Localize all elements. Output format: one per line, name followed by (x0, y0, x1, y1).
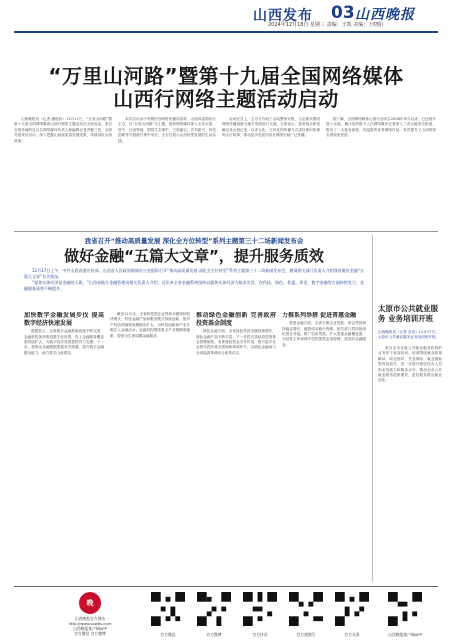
story1-paragraph: 本次活动由中央网信办网络传播局指导，山西省委网信办主办，以“万里山河路”为主题，组织网络媒体深入走访太原、晋中、长治等地，围绕生态保护、文旅融合、乡村振兴、科技创新等方面展开集中采访，全方位展示山西转型发展的生动实践。 (118, 117, 216, 143)
story2-lead (24, 268, 364, 292)
sidebar-paragraph: 来自全市各级公共就业服务机构的业务骨干参加培训。培训围绕就业政策解读、职业指导、失业保险、就业援助等内容展开，进一步提升基层经办人员的业务能力和服务水平，推动全市公共就业服务提质增效，更好服务群众就业创业。 (378, 346, 442, 383)
footer (0, 586, 450, 640)
story2-subhead-inclusive: 力推系列举措 促进普惠金融 (282, 312, 357, 319)
qr-label: 官方头条 (344, 632, 360, 637)
story2-lead-line1: 12月17日上午，中共山西省委宣传部、山西省人民政府新闻办公室组织召开“推动高质量发展 深化全方位转型”系列主题第三十二场新闻发布会，邀请相关部门负责人介绍我省做好金融“五篇大文章”有关情况。 (24, 268, 364, 279)
qr-code-icon (197, 592, 231, 626)
story2-subhead-digital: 加快数字金融发展步伐 提高数字经济快速发展 (24, 312, 104, 327)
story1-column-3 (222, 117, 320, 227)
story2-lead-line2: “服务实体经济是金融的天职。”山西省地方金融管理局相关负责人介绍，近年来全省金融系统坚持以服务实体经济为根本宗旨，在科技、绿色、普惠、养老、数字金融等方面持续发力，金融服务质效不断提升。 (24, 280, 364, 291)
story2-paragraph: 绿色金融方面，全省绿色贷款余额持续增长，绿色金融产品不断丰富。下一步将完善政府投资基金管理制度，发挥财政资金引导作用，吸引更多社会资本投向重点领域和薄弱环节，以绿色金融助力全省能源革命综合改革试点。 (196, 329, 276, 355)
story1-column-1 (14, 117, 112, 227)
newspaper-logo: 山西晚报 (355, 7, 415, 23)
qr-label: 官方视频号 (296, 632, 316, 637)
footer-url[interactable]: http://www.sxwbs.com (68, 621, 112, 626)
section-name: 山西发布 (253, 8, 313, 24)
qr-code-icon (243, 592, 277, 626)
qr-code-icon (289, 592, 323, 626)
masthead (0, 0, 450, 30)
footer-rule (14, 586, 438, 587)
qr-code-icon (335, 592, 369, 626)
footer-line: 官方微信 官方微博 (74, 631, 106, 636)
section-divider (14, 231, 438, 232)
qr-label: 官方微信 (160, 632, 176, 637)
sidebar-byline: 山西晚报讯（记者 武晋）12月17日，太原市公共就业服务业务培训班开班。 (378, 330, 440, 339)
story2-column-4 (282, 312, 366, 580)
story2-kicker: 我省召开“推动高质量发展 深化全方位转型”系列主题第三十二场新闻发布会 (84, 237, 304, 245)
story2-headline: 做好金融“五篇大文章”，提升服务质效 (64, 247, 324, 265)
qr-code-icon (151, 592, 185, 626)
sidebar-body (378, 346, 442, 580)
footer-line: 山西晚报客户端APP (73, 626, 107, 631)
story1-paragraph: 启动仪式上，主办方介绍了活动整体安排，与会嘉宾围绕网络传播创新与地方发展进行交流。大家表示，将用镜头和笔触记录山西巨变，以多元化、立体化的传播方式讲好黄河故事和太行故事，推动更多优质内容在网络空间广泛传播。 (222, 117, 320, 138)
story2-column-1 (24, 312, 104, 580)
footer-info (50, 592, 130, 636)
sidebar-headline: 太原市公共就业服务 业务培训开班 (378, 304, 438, 323)
page-number: 03 (331, 3, 355, 23)
story2-paragraph: 普惠金融方面，全省小微企业贷款、涉农贷款保持稳定增长，融资成本稳中有降。相关部门将持续深化银企对接，推广信用贷款，扩大普惠金融覆盖面，为经营主体和城乡居民提供更加便捷、高效的金融服务。 (282, 321, 366, 347)
column-rule (372, 235, 373, 582)
issue-meta: 2024年12月18日 星期三 责编：王凯 美编：王晓阳 (268, 22, 384, 28)
qr-code-item[interactable] (150, 592, 186, 638)
qr-label: 山西晚报客户端APP (388, 632, 422, 637)
footer-line: 山西晚报官方网站 (74, 616, 106, 621)
story1-paragraph: 据了解，全国网络媒体山西行活动自2006年举办以来，已连续开展十余届，累计组织数千人次网络媒体记者深入三晋大地采访报道，推出了一大批有深度、有温度的优秀网络作品，有效提升了山西的知名度和美誉度。 (326, 117, 436, 138)
qr-code-icon (388, 592, 422, 626)
qr-code-item[interactable] (288, 592, 324, 638)
story1-headline (14, 65, 438, 111)
story2-column-3 (196, 312, 276, 580)
qr-label: 官方抖音 (252, 632, 268, 637)
qr-code-item[interactable] (242, 592, 278, 638)
story1-column-2 (118, 117, 216, 227)
story2-paragraph: 数据显示，全省数字金融基础设施不断完善，金融机构加快推进数字化转型，线上金融服务覆盖面持续扩大，为数字经济发展提供有力支撑。下一步，将推动金融数据要素有序流通，提升数字金融服务能力，助力数字山西建设。 (24, 329, 104, 355)
story1-headline-line2: 山西行网络主题活动启动 (113, 87, 339, 111)
story1-paragraph: 山西晚报讯（记者 潘艳彩）12月17日，“万里山河路”暨第十九届全国网络媒体山西行网络主题活动在太原启动。来自全国各地的近百名网络媒体负责人和编辑记者齐聚三晋，全面开展采访活动，深入挖掘山西高质量发展成果，持续讲好山西故事。 (14, 117, 112, 143)
newspaper-emblem-icon: 晚 (79, 592, 101, 614)
qr-code-item[interactable] (334, 592, 370, 638)
qr-label: 官方微博 (206, 632, 222, 637)
qr-code-item[interactable] (196, 592, 232, 638)
masthead-rule (14, 31, 438, 33)
story2-paragraph: 截至11月末，全省科技型企业贷款余额保持较快增长，科技金融产品和服务模式持续创新，知识产权质押融资规模稳步扩大，为科技创新和产业升级注入金融活水。金融机构围绕重点产业链精准施策，提供全生命周期金融服务。 (110, 312, 190, 338)
story1-column-4 (326, 117, 436, 227)
story1-headline-line1: “万里山河路”暨第十九届全国网络媒体 (48, 64, 404, 88)
story2-subhead-green: 推动绿色金融创新 完善政府投资基金制度 (196, 312, 276, 327)
qr-code-item[interactable] (380, 592, 430, 638)
story2-column-2 (110, 312, 190, 580)
